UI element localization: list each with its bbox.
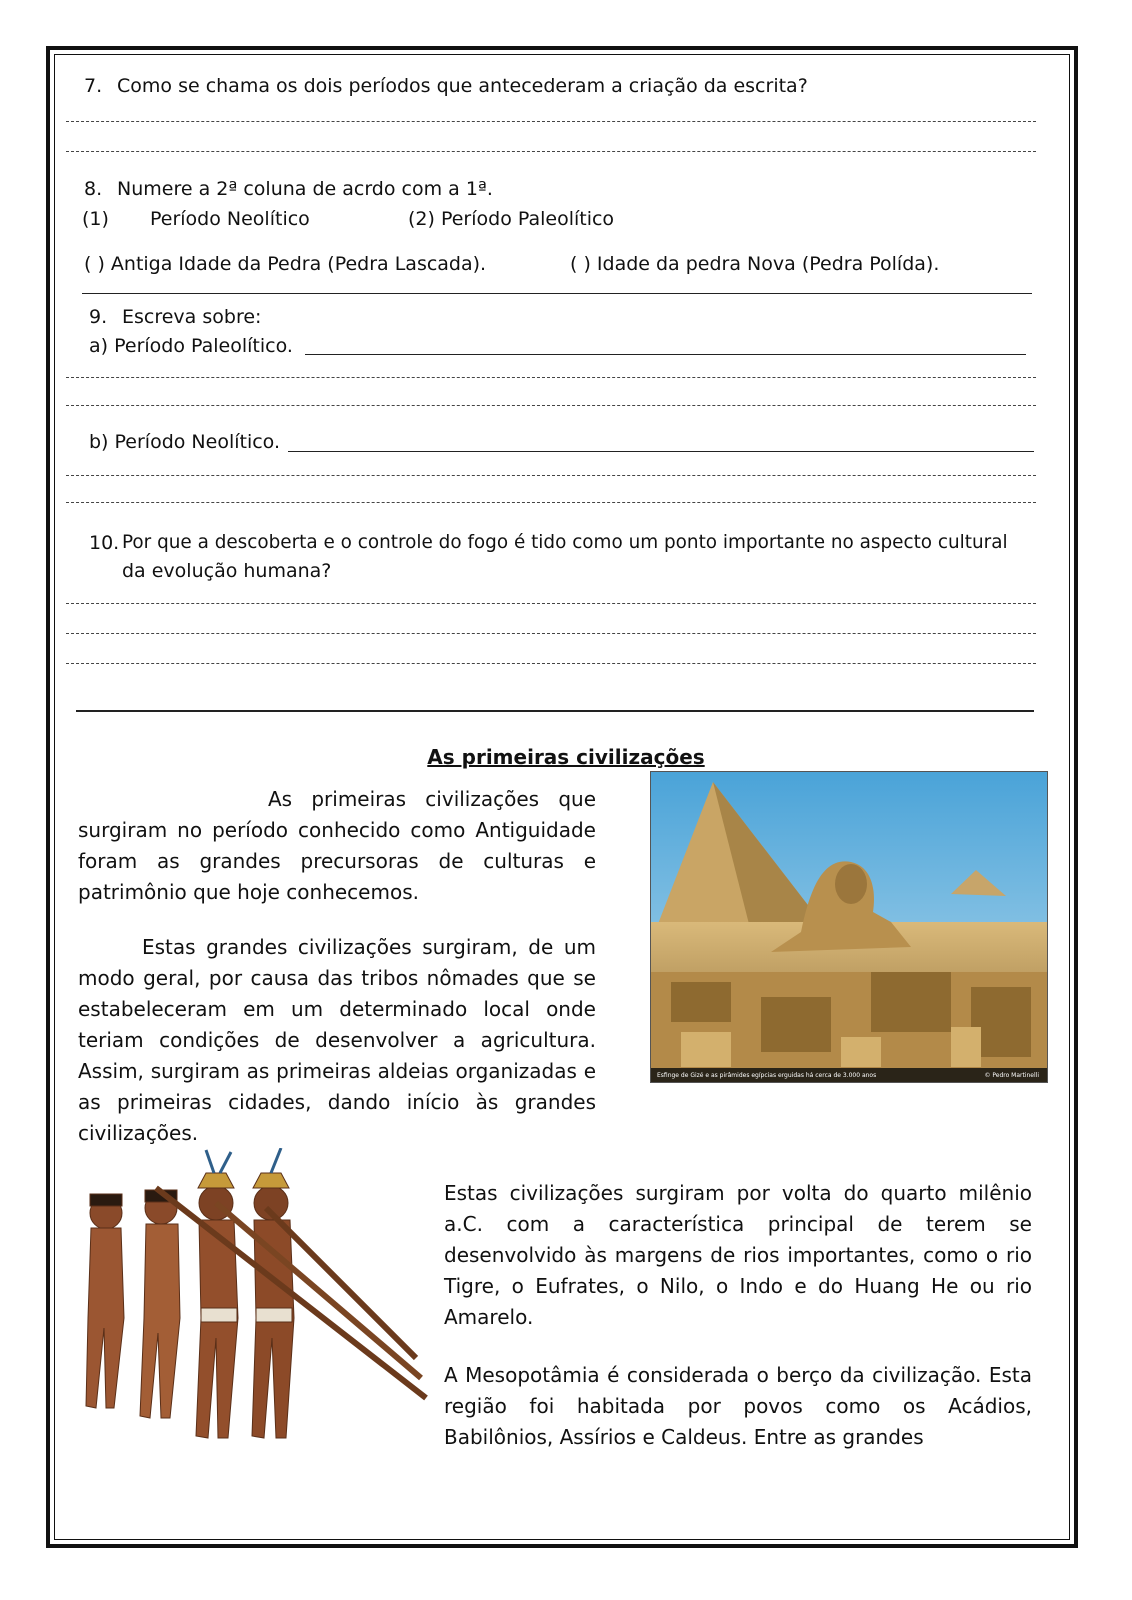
- q8-option-a[interactable]: ( ) Antiga Idade da Pedra (Pedra Lascada).: [84, 253, 487, 275]
- article-paragraph-4-text: A Mesopotâmia é considerada o berço da civilização. Esta região foi habitada por povos como os Acádios, Babilônios, Assírios e Caldeus. Entre as grandes: [444, 1363, 1032, 1449]
- sphinx-pyramid-illustration: [651, 772, 1047, 1082]
- q10-number: 10.: [89, 532, 120, 554]
- article-paragraph-4: [444, 1360, 1032, 1453]
- answer-line[interactable]: [66, 121, 1036, 122]
- q8-col2-label: (2) Período Paleolítico: [408, 208, 615, 230]
- q9-b-label: b) Período Neolítico.: [89, 431, 281, 453]
- answer-line[interactable]: [66, 405, 1036, 406]
- q7-number: 7.: [84, 75, 103, 97]
- q10-line2: da evolução humana?: [122, 560, 332, 582]
- answer-line[interactable]: [66, 633, 1036, 634]
- article-paragraph-2-text: Estas grandes civilizações surgiram, de um modo geral, por causa das tribos nômades que se estabeleceram em um determinado local onde teriam condições de desenvolver a agricultura. Assim, surgiram as primeiras aldeias organizadas e as primeiras cidades, dando início às grandes civilizações.: [78, 935, 596, 1145]
- section-divider: [76, 710, 1034, 712]
- photo-caption: Esfinge de Gizé e as pirâmides egípcias erguidas há cerca de 3.000 anos: [657, 1072, 877, 1079]
- q9-a-label: a) Período Paleolítico.: [89, 335, 293, 357]
- indigenous-dancers-illustration: [66, 1148, 436, 1478]
- article-paragraph-1-text: As primeiras civilizações que surgiram no período conhecido como Antiguidade foram as grandes precursoras de culturas e patrimônio que hoje conhecemos.: [78, 787, 596, 904]
- q9-b-answer-line[interactable]: [288, 451, 1034, 452]
- article-paragraph-1: [78, 784, 596, 908]
- answer-line[interactable]: [66, 603, 1036, 604]
- q9-a-answer-line[interactable]: [305, 354, 1026, 355]
- q8-text: Numere a 2ª coluna de acrdo com a 1ª.: [117, 178, 493, 200]
- article-title: As primeiras civilizações: [427, 745, 705, 769]
- q8-col1-label: Período Neolítico: [150, 208, 310, 230]
- q9-number: 9.: [89, 306, 108, 328]
- indigenous-dancers-drawing: [66, 1148, 436, 1478]
- answer-line[interactable]: [66, 502, 1036, 503]
- q7-text: Como se chama os dois períodos que antecederam a criação da escrita?: [117, 75, 808, 97]
- q8-col1-number: (1): [82, 208, 109, 230]
- answer-line[interactable]: [66, 475, 1036, 476]
- q8-option-b[interactable]: ( ) Idade da pedra Nova (Pedra Polída).: [570, 253, 940, 275]
- answer-line[interactable]: [66, 663, 1036, 664]
- article-paragraph-2: [78, 932, 596, 1149]
- answer-line[interactable]: [66, 377, 1036, 378]
- answer-line[interactable]: [66, 151, 1036, 152]
- q10-line1: Por que a descoberta e o controle do fogo é tido como um ponto importante no aspecto cultural: [122, 532, 1008, 553]
- sphinx-pyramid-photo: [650, 771, 1048, 1083]
- photo-credit: © Pedro Martinelli: [984, 1072, 1039, 1079]
- divider: [82, 293, 1032, 294]
- q9-text: Escreva sobre:: [122, 306, 262, 328]
- q8-number: 8.: [84, 178, 103, 200]
- article-paragraph-3-text: Estas civilizações surgiram por volta do quarto milênio a.C. com a característica principal de terem se desenvolvido às margens de rios importantes, como o rio Tigre, o Eufrates, o Nilo, o Indo e do Huang He ou rio Amarelo.: [444, 1181, 1032, 1329]
- article-paragraph-3: [444, 1178, 1032, 1333]
